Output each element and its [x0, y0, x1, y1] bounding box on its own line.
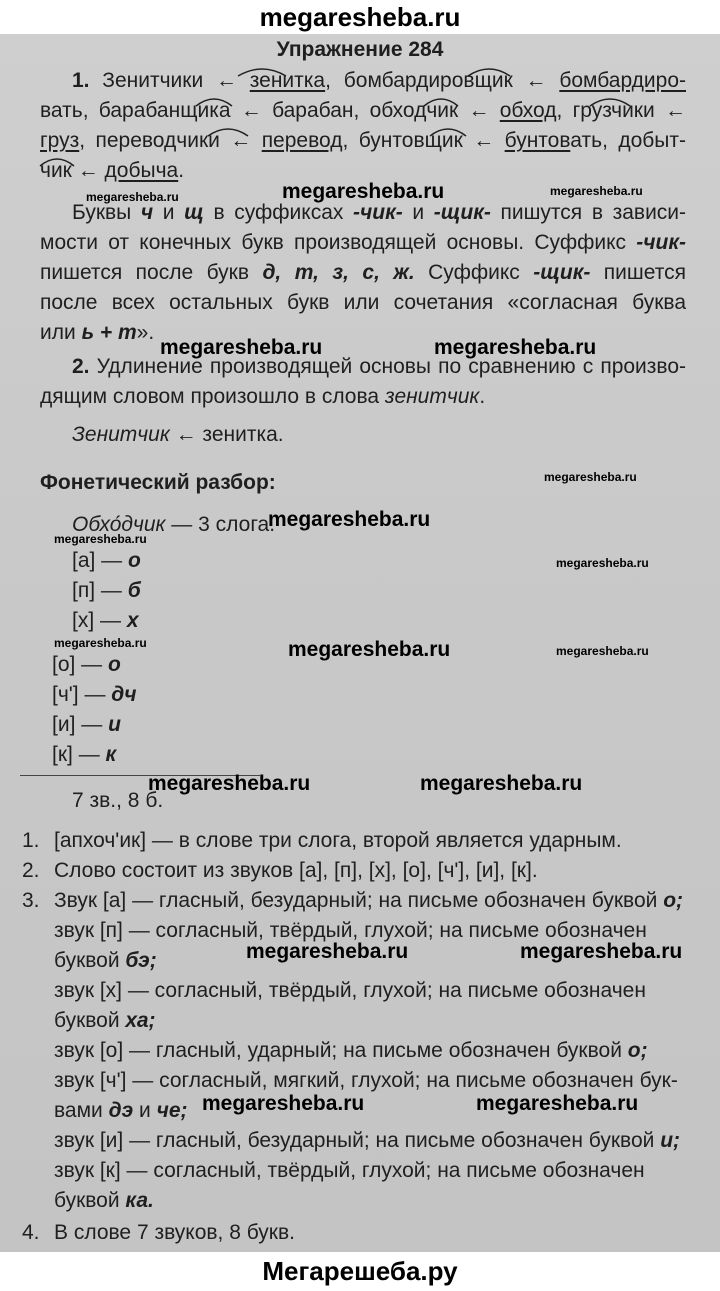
- watermark: megaresheba.ru: [556, 644, 649, 658]
- p2-line-2: мости от конечных букв производящей основы. Суффикс -чик-: [40, 231, 686, 254]
- watermark: megaresheba.ru: [160, 336, 323, 359]
- list-item-3h: вами дэ и че;: [54, 1099, 188, 1122]
- list-item-3k: буквой ка.: [54, 1189, 154, 1212]
- list-item-3e: буквой ха;: [54, 1009, 156, 1032]
- root-obkhod: обход: [499, 99, 557, 122]
- p2-line-3: пишется после букв д, т, з, с, ж. Суффикс -щик- пишется: [40, 261, 686, 284]
- watermark: megaresheba.ru: [148, 772, 311, 795]
- watermark: megaresheba.ru: [288, 638, 451, 661]
- p2-line-5: или ь + т».: [40, 321, 155, 344]
- watermark: megaresheba.ru: [420, 772, 583, 795]
- list-number: 2.: [22, 859, 40, 882]
- sound-row: [о] — о: [52, 653, 121, 676]
- list-item-3f: звук [о] — гласный, ударный; на письме обозначен буквой о;: [54, 1039, 648, 1062]
- site-header[interactable]: megaresheba.ru: [259, 2, 461, 32]
- list-item-3b: звук [п] — согласный, твёрдый, глухой; на письме обозначен: [54, 919, 647, 942]
- list-item-4: В слове 7 звуков, 8 букв.: [54, 1221, 295, 1244]
- p1-line-4: чик ← добыча.: [40, 159, 185, 182]
- sound-row: [ч'] — дч: [52, 683, 137, 706]
- site-footer[interactable]: Мегарешеба.ру: [262, 1256, 458, 1286]
- phonetic-heading: Фонетический разбор:: [40, 471, 276, 494]
- root-zenitka: зенитка: [249, 69, 326, 92]
- sound-row: [а] — о: [72, 549, 141, 572]
- p1-line-1: 1. Зенитчики ← зенитка, бомбардировщик ← бомбардиро-: [72, 69, 686, 92]
- watermark: megaresheba.ru: [476, 1092, 639, 1115]
- p1-line-3: груз, переводчики ← перевод, бунтовщик ← бунтовать, добыт-: [40, 129, 686, 152]
- list-item-3i: звук [и] — гласный, безударный; на письме обозначен буквой и;: [54, 1129, 681, 1152]
- sound-row: [х] — х: [72, 609, 139, 632]
- list-item-1: [апхоч'ик] — в слове три слога, второй является ударным.: [54, 829, 622, 852]
- watermark: megaresheba.ru: [86, 190, 179, 204]
- root-dobycha: добыча: [104, 159, 179, 182]
- list-number: 4.: [22, 1221, 40, 1244]
- watermark: megaresheba.ru: [282, 180, 445, 203]
- p1-number: 1.: [72, 69, 90, 92]
- sound-row: [п] — б: [72, 579, 141, 602]
- root-gruz: груз: [40, 129, 80, 152]
- watermark: megaresheba.ru: [202, 1092, 365, 1115]
- word-syllables: Обхо́дчик — 3 слога.: [72, 513, 276, 536]
- p2-line-1: Буквы ч и щ в суффиксах -чик- и -щик- пишутся в зависи-: [72, 201, 687, 224]
- watermark: megaresheba.ru: [246, 940, 409, 963]
- watermark: megaresheba.ru: [54, 636, 147, 650]
- watermark: megaresheba.ru: [54, 532, 147, 546]
- p3-line-1: 2. Удлинение производящей основы по сравнению с произво-: [72, 355, 686, 378]
- list-item-3c: буквой бэ;: [54, 949, 157, 972]
- p4-line: Зенитчик ← зенитка.: [72, 423, 284, 446]
- list-item-2: Слово состоит из звуков [а], [п], [х], [о], [ч'], [и], [к].: [54, 859, 538, 882]
- list-item-3j: звук [к] — согласный, твёрдый, глухой; на письме обозначен: [54, 1159, 645, 1182]
- watermark: megaresheba.ru: [550, 184, 643, 198]
- watermark: megaresheba.ru: [434, 336, 597, 359]
- root-perevod: перевод: [261, 129, 343, 152]
- root-bombardir: бомбардиро-: [559, 69, 686, 92]
- watermark: megaresheba.ru: [556, 556, 649, 570]
- sound-row: [и] — и: [52, 713, 121, 736]
- exercise-title: Упражнение 284: [276, 38, 444, 61]
- list-item-3a: Звук [а] — гласный, безударный; на письме обозначен буквой о;: [54, 889, 684, 912]
- list-number: 3.: [22, 889, 40, 912]
- p3-line-2: дящим словом произошло в слова зенитчик.: [40, 385, 486, 408]
- p1-line-2: вать, барабанщика ← барабан, обходчик ← обход, грузчики ←: [40, 99, 686, 122]
- sound-row: [к] — к: [52, 743, 117, 766]
- watermark: megaresheba.ru: [520, 940, 683, 963]
- list-item-3g: звук [ч'] — согласный, мягкий, глухой; на письме обозначен бук-: [54, 1069, 678, 1092]
- list-number: 1.: [22, 829, 40, 852]
- sound-letter-summary: 7 зв., 8 б.: [72, 789, 164, 812]
- root-buntov: бунтов: [504, 129, 571, 152]
- watermark: megaresheba.ru: [544, 470, 637, 484]
- watermark: megaresheba.ru: [268, 508, 431, 531]
- p2-line-4: после всех остальных букв или сочетания «согласная буква: [40, 291, 686, 314]
- list-item-3d: звук [х] — согласный, твёрдый, глухой; на письме обозначен: [54, 979, 646, 1002]
